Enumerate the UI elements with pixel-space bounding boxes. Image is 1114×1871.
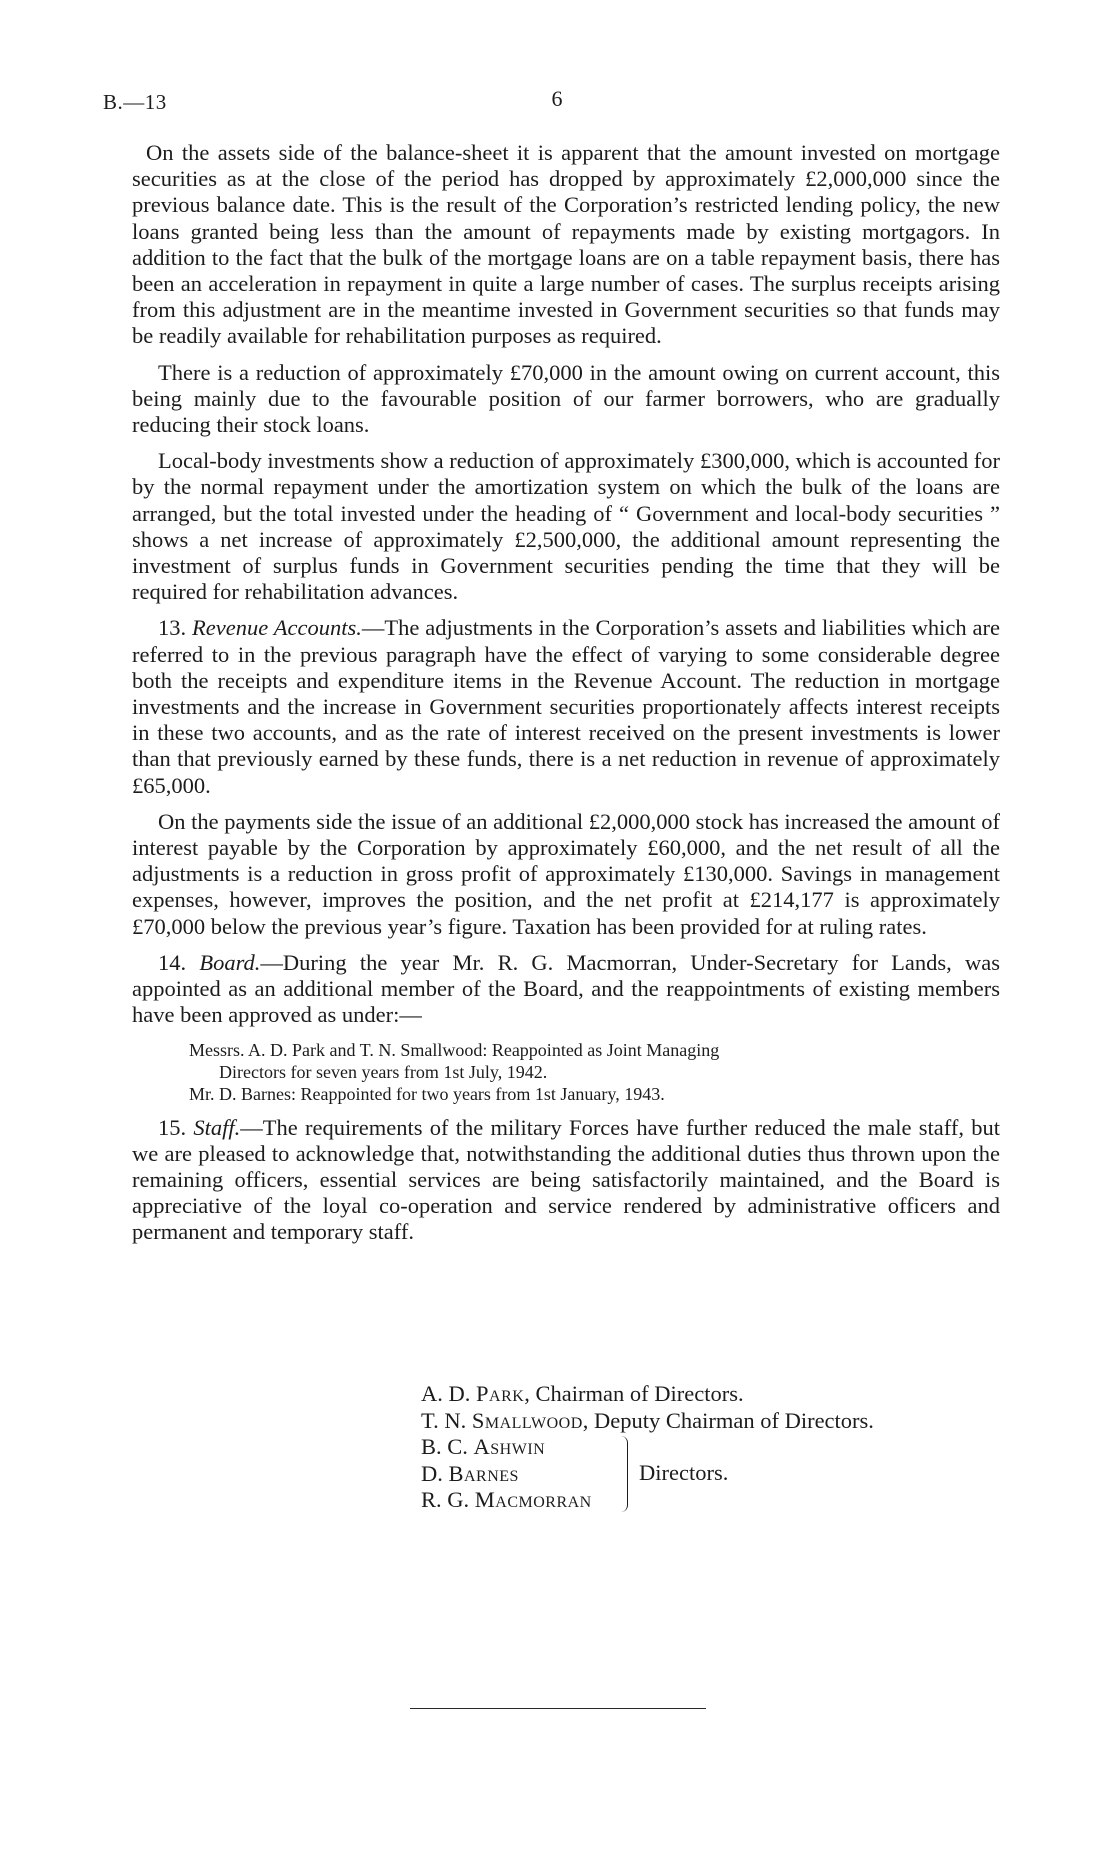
section-13-revenue-accounts [132, 615, 1000, 798]
end-rule [410, 1708, 706, 1709]
directors-label: Directors. [639, 1460, 729, 1485]
signatory-title: , Chairman of Directors. [524, 1381, 744, 1406]
paragraph-local-body: Local-body investments show a reduction of approximately £300,000, which is accounted for by the normal repayment under the amortization system on which the bulk of the loans are arranged, but the total invested under the heading of “ Government and local-body securities ” shows a net increase of approximately £2,500,000, the additional amount representing the investment of surplus funds in Government securities pending the time that they will be required for rehabilitation advances. [132, 448, 1000, 605]
signatory-surname: Barnes [448, 1460, 519, 1486]
section-text: —During the year Mr. R. G. Macmorran, Under-Secretary for Lands, was appointed as an additional member of the Board, and the reappointments of existing members have been approved as under:— [132, 949, 1001, 1028]
signatory-surname: Smallwood [471, 1407, 583, 1433]
signature-director [421, 1487, 592, 1514]
appointment-text: Messrs. A. D. Park and T. N. Smallwood: Reappointed as Joint Managing [189, 1039, 720, 1060]
signature-deputy-chairman [421, 1408, 874, 1435]
appointment-text: Mr. D. Barnes: Reappointed for two years from 1st January, 1943. [189, 1083, 665, 1104]
section-text: —The requirements of the military Forces have further reduced the male staff, but we are pleased to acknowledge that, notwithstanding the additional duties thus thrown upon the remaining officers, essential services are being satisfactorily maintained, and the Board is appreciative of the loyal co-operation and service rendered by administrative officers and permanent and temporary staff. [132, 1114, 1000, 1245]
paragraph-assets: On the assets side of the balance-sheet it is apparent that the amount invested on mortgage securities as at the close of the period has dropped by approximately £2,000,000 since the previous balance date. This is the result of the Corporation’s restricted lending policy, the new loans granted being less than the amount of repayments made by existing mortgagors. In addition to the fact that the bulk of the mortgage loans are on a table repayment basis, there has been an acceleration in repayment in quite a large number of cases. The surplus receipts arising from this adjustment are in the meantime invested in Government securities so that funds may be readily available for rehabilitation purposes as required. [132, 140, 1000, 349]
signatory-surname: Macmorran [474, 1487, 592, 1512]
signature-chairman [421, 1381, 874, 1408]
signatory-surname: Ashwin [473, 1434, 546, 1459]
brace-icon [621, 1436, 628, 1512]
appointment-continuation: Directors for seven years from 1st July, 1942. [219, 1061, 548, 1082]
signatory-initials: D. [421, 1460, 443, 1486]
signature-block [421, 1381, 874, 1514]
section-number: 15. [158, 1114, 187, 1140]
signatory-title: , Deputy Chairman of Directors. [582, 1407, 874, 1433]
document-body [132, 140, 1000, 1256]
signatory-initials: T. N. [421, 1407, 467, 1433]
appointment-item [190, 1039, 1000, 1083]
signatory-surname: Park [476, 1381, 525, 1406]
page-number: 6 [551, 86, 563, 111]
section-heading: Board. [199, 949, 261, 975]
appointment-item [190, 1083, 1000, 1105]
section-text: —The adjustments in the Corporation’s assets and liabilities which are referred to in the previous paragraph have the effect of varying to some considerable degree both the receipts and expenditure items in the Revenue Account. The reduction in mortgage investments and the increase in Government securities proportionately affects interest receipts in these two accounts, and as the rate of interest received on the present investments is lower than that previously earned by these funds, there is a net reduction in revenue of approximately £65,000. [132, 615, 1000, 798]
section-14-board [132, 950, 1000, 1029]
document-reference: B.—13 [103, 90, 167, 114]
section-heading: Staff. [193, 1114, 241, 1140]
signatory-initials: A. D. [421, 1381, 471, 1406]
signature-director [421, 1434, 592, 1461]
paragraph-payments-side: On the payments side the issue of an additional £2,000,000 stock has increased the amount of interest payable by the Corporation by approximately £60,000, and the net result of all the adjustments is a reduction in gross profit of approximately £130,000. Savings in management expenses, however, improves the position, and the net profit at £214,177 is approximately £70,000 below the previous year’s figure. Taxation has been provided for at ruling rates. [132, 808, 1000, 939]
signatory-initials: R. G. [421, 1487, 470, 1512]
signature-director [421, 1461, 592, 1488]
directors-group [421, 1434, 874, 1514]
section-heading: Revenue Accounts. [192, 615, 362, 641]
section-15-staff [132, 1115, 1000, 1246]
appointments-list [190, 1039, 1000, 1105]
section-number: 14. [158, 949, 187, 975]
paragraph-current-account: There is a reduction of approximately £70,000 in the amount owing on current account, this being mainly due to the favourable position of our farmer borrowers, who are gradually reducing their stock loans. [132, 359, 1000, 438]
directors-names [421, 1434, 592, 1514]
section-number: 13. [158, 615, 187, 641]
signatory-initials: B. C. [421, 1434, 468, 1459]
